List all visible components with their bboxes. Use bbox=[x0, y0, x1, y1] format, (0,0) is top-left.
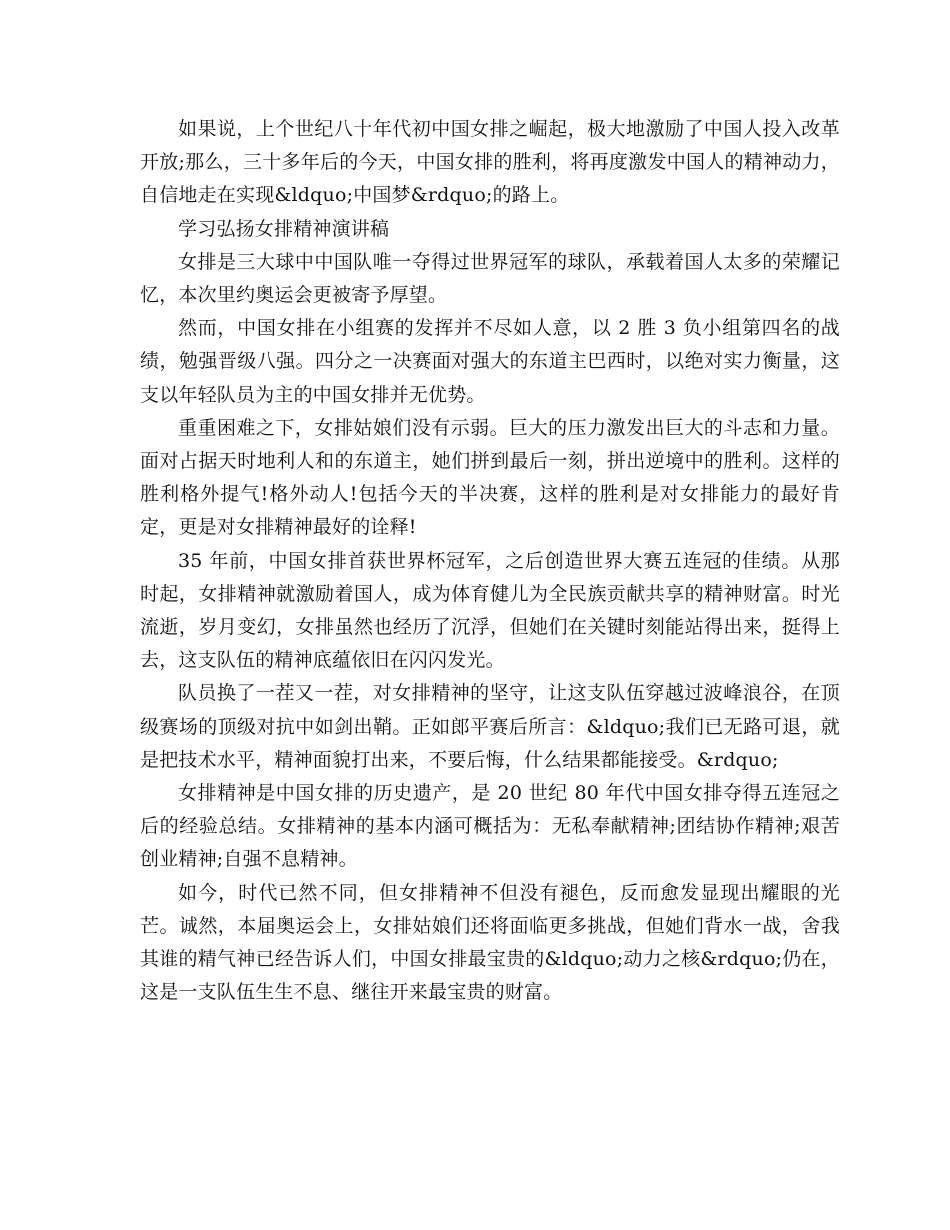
paragraph-1: 如果说，上个世纪八十年代初中国女排之崛起，极大地激励了中国人投入改革开放;那么，三十多年后的今天，中国女排的胜利，将再度激发中国人的精神动力，自信地走在实现&ldquo;中国梦&rdquo;的路上。 bbox=[140, 118, 840, 207]
paragraph-3: 然而，中国女排在小组赛的发挥并不尽如人意，以 2 胜 3 负小组第四名的战绩，勉强晋级八强。四分之一决赛面对强大的东道主巴西时，以绝对实力衡量，这支以年轻队员为主的中国女排并无优势。 bbox=[140, 317, 840, 406]
speech-title: 学习弘扬女排精神演讲稿 bbox=[178, 217, 390, 240]
paragraph-8: 如今，时代已然不同，但女排精神不但没有褪色，反而愈发显现出耀眼的光芒。诚然，本届奥运会上，女排姑娘们还将面临更多挑战，但她们背水一战，舍我其谁的精气神已经告诉人们，中国女排最宝贵的&ldquo;动力之核&rdquo;仍在，这是一支队伍生生不息、继往开来最宝贵的财富。 bbox=[140, 881, 840, 1004]
paragraph-6: 队员换了一茬又一茬，对女排精神的坚守，让这支队伍穿越过波峰浪谷，在顶级赛场的顶级对抗中如剑出鞘。正如郎平赛后所言：&ldquo;我们已无路可退，就是把技术水平，精神面貌打出来，不要后悔，什么结果都能接受。&rdquo; bbox=[140, 682, 840, 771]
paragraph-2: 女排是三大球中中国队唯一夺得过世界冠军的球队，承载着国人太多的荣耀记忆，本次里约奥运会更被寄予厚望。 bbox=[140, 250, 840, 307]
paragraph-5: 35 年前，中国女排首获世界杯冠军，之后创造世界大赛五连冠的佳绩。从那时起，女排精神就激励着国人，成为体育健儿为全民族贡献共享的精神财富。时光流逝，岁月变幻，女排虽然也经历了沉浮，但她们在关键时刻能站得出来，挺得上去，这支队伍的精神底蕴依旧在闪闪发光。 bbox=[140, 549, 840, 672]
paragraph-4: 重重困难之下，女排姑娘们没有示弱。巨大的压力激发出巨大的斗志和力量。面对占据天时地利人和的东道主，她们拼到最后一刻，拼出逆境中的胜利。这样的胜利格外提气!格外动人!包括今天的半决赛，这样的胜利是对女排能力的最好肯定，更是对女排精神最好的诠释! bbox=[140, 416, 840, 539]
paragraph-7: 女排精神是中国女排的历史遗产，是 20 世纪 80 年代中国女排夺得五连冠之后的经验总结。女排精神的基本内涵可概括为：无私奉献精神;团结协作精神;艰苦创业精神;自强不息精神。 bbox=[140, 782, 840, 871]
document-body bbox=[140, 113, 840, 1009]
